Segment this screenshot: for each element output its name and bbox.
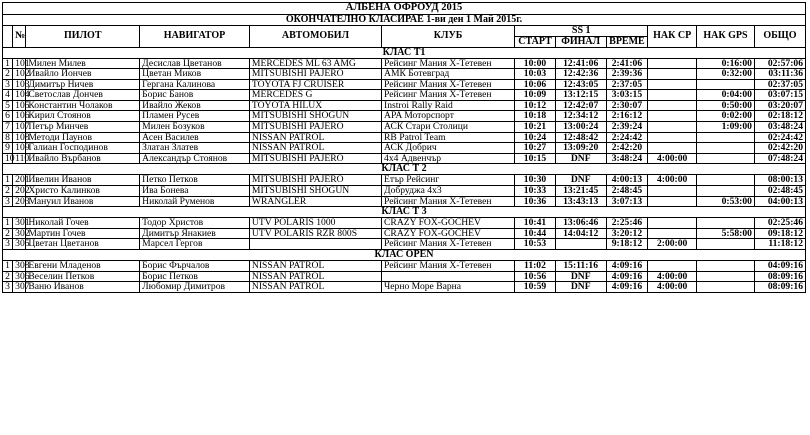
row-club: АМК Ботевград: [382, 69, 515, 80]
row-finish: 12:48:42: [555, 132, 606, 143]
row-time: 2:25:46: [606, 218, 648, 229]
row-total: 02:42:20: [754, 143, 805, 154]
row-total: 02:18:12: [754, 111, 805, 122]
row-time: 2:42:20: [606, 143, 648, 154]
row-total: 03:20:07: [754, 100, 805, 111]
row-club: Черно Море Варна: [382, 282, 515, 293]
row-time: 2:16:12: [606, 111, 648, 122]
row-navigator: Златан Златев: [140, 143, 250, 154]
row-club: Instroi Rally Raid: [382, 100, 515, 111]
row-navigator: Тодор Христов: [140, 218, 250, 229]
row-car: MITSUBISHI PAJERO: [249, 122, 381, 133]
table-row: [3, 153, 806, 164]
row-total: 04:00:13: [754, 196, 805, 207]
header-start: СТАРТ: [515, 36, 556, 47]
row-number: 203: [13, 196, 26, 207]
row-position: 1: [3, 261, 13, 272]
row-time: 2:41:06: [606, 58, 648, 69]
row-finish: 13:09:20: [555, 143, 606, 154]
row-pilot: Светослав Дончев: [26, 90, 140, 101]
header-club: КЛУБ: [382, 25, 515, 47]
row-time: 4:09:16: [606, 261, 648, 272]
row-navigator: Александър Стоянов: [140, 153, 250, 164]
row-finish: DNF: [555, 175, 606, 186]
row-total: 02:24:42: [754, 132, 805, 143]
row-navigator: Ива Бонева: [140, 186, 250, 197]
row-finish: 12:34:12: [555, 111, 606, 122]
row-pen-gps: 0:50:00: [697, 100, 755, 111]
row-total: 03:11:36: [754, 69, 805, 80]
row-club: CRAZY FOX-GOCHEV: [382, 218, 515, 229]
row-pilot: Ивайло Върбанов: [26, 153, 140, 164]
row-time: 3:03:15: [606, 90, 648, 101]
row-start: 10:21: [515, 122, 556, 133]
row-start: 10:56: [515, 271, 556, 282]
row-pen-gps: [697, 239, 755, 250]
row-car: NISSAN PATROL: [249, 271, 381, 282]
table-row: [3, 90, 806, 101]
table-row: [3, 196, 806, 207]
header-navigator: НАВИГАТОР: [140, 25, 250, 47]
row-navigator: Пламен Русев: [140, 111, 250, 122]
row-navigator: Николай Руменов: [140, 196, 250, 207]
row-total: 08:00:13: [754, 175, 805, 186]
row-start: 10:15: [515, 153, 556, 164]
row-pen-cp: [648, 228, 697, 239]
row-car: UTV POLARIS RZR 800S: [249, 228, 381, 239]
row-position: 9: [3, 143, 13, 154]
row-time: 2:39:24: [606, 122, 648, 133]
row-finish: 12:42:36: [555, 69, 606, 80]
row-pilot: Евгени Младенов: [26, 261, 140, 272]
row-pen-cp: [648, 143, 697, 154]
row-club: CRAZY FOX-GOCHEV: [382, 228, 515, 239]
row-pilot: Мартин Гочев: [26, 228, 140, 239]
row-position: 1: [3, 58, 13, 69]
row-pen-cp: 4:00:00: [648, 271, 697, 282]
row-navigator: Петко Петков: [140, 175, 250, 186]
row-position: 1: [3, 218, 13, 229]
row-start: 11:02: [515, 261, 556, 272]
row-total: 08:09:16: [754, 282, 805, 293]
row-pilot: Веселин Петков: [26, 271, 140, 282]
row-navigator: Ивайло Жеков: [140, 100, 250, 111]
row-number: 301: [13, 218, 26, 229]
row-position: 3: [3, 239, 13, 250]
row-pen-cp: [648, 100, 697, 111]
row-car: NISSAN PATROL: [249, 132, 381, 143]
row-pen-cp: 4:00:00: [648, 282, 697, 293]
row-club: RB Patrol Team: [382, 132, 515, 143]
row-pen-cp: [648, 218, 697, 229]
row-number: 105: [13, 100, 26, 111]
class-title: КЛАС Т 3: [3, 207, 806, 218]
row-time: 2:39:36: [606, 69, 648, 80]
table-row: [3, 69, 806, 80]
row-pen-cp: [648, 196, 697, 207]
row-total: 02:57:06: [754, 58, 805, 69]
row-club: АСК Добрич: [382, 143, 515, 154]
row-time: 4:09:16: [606, 282, 648, 293]
row-start: 10:33: [515, 186, 556, 197]
row-pilot: Цветан Цветанов: [26, 239, 140, 250]
row-time: 2:48:45: [606, 186, 648, 197]
row-number: 103: [13, 79, 26, 90]
row-finish: 12:41:06: [555, 58, 606, 69]
row-number: 201: [13, 175, 26, 186]
row-navigator: Борис Фърчалов: [140, 261, 250, 272]
row-pen-cp: 2:00:00: [648, 239, 697, 250]
row-car: MITSUBISHI SHOGUN: [249, 186, 381, 197]
row-pen-cp: [648, 90, 697, 101]
row-pen-gps: 0:53:00: [697, 196, 755, 207]
header-pos: [3, 25, 13, 47]
row-finish: 13:06:46: [555, 218, 606, 229]
row-pen-gps: 0:16:00: [697, 58, 755, 69]
row-time: 3:20:12: [606, 228, 648, 239]
row-club: Рейсинг Мания Х-Тетевен: [382, 261, 515, 272]
row-start: 10:41: [515, 218, 556, 229]
row-number: 305: [13, 239, 26, 250]
row-pen-gps: 0:32:00: [697, 69, 755, 80]
row-time: 3:48:24: [606, 153, 648, 164]
row-pen-gps: 1:09:00: [697, 122, 755, 133]
row-time: 2:37:05: [606, 79, 648, 90]
row-finish: 13:21:45: [555, 186, 606, 197]
row-start: 10:18: [515, 111, 556, 122]
row-club: 4х4 Адвенчър: [382, 153, 515, 164]
table-row: [3, 282, 806, 293]
row-number: 107: [13, 122, 26, 133]
row-pilot: Ваню Иванов: [26, 282, 140, 293]
row-pen-cp: [648, 261, 697, 272]
row-pilot: Димитър Ничев: [26, 79, 140, 90]
row-position: 5: [3, 100, 13, 111]
row-pilot: Христо Калинков: [26, 186, 140, 197]
row-club: Рейсинг Мания Х-Тетевен: [382, 58, 515, 69]
row-navigator: Любомир Димитров: [140, 282, 250, 293]
row-finish: 14:04:12: [555, 228, 606, 239]
row-position: 2: [3, 186, 13, 197]
row-start: 10:44: [515, 228, 556, 239]
row-start: 10:03: [515, 69, 556, 80]
row-car: MITSUBISHI PAJERO: [249, 175, 381, 186]
header-pen-cp: НАК СР: [648, 25, 697, 47]
row-club: Рейсинг Мания Х-Тетевен: [382, 239, 515, 250]
row-pen-gps: [697, 282, 755, 293]
class-header-row: [3, 47, 806, 58]
row-number: 302: [13, 228, 26, 239]
sheet-subtitle: ОКОНЧАТЕЛНО КЛАСИРАЕ 1-ви ден 1 Май 2015г.: [3, 14, 806, 25]
row-start: 10:30: [515, 175, 556, 186]
row-time: 3:07:13: [606, 196, 648, 207]
row-navigator: Десислав Цветанов: [140, 58, 250, 69]
row-car: NISSAN PATROL: [249, 282, 381, 293]
row-total: 09:18:12: [754, 228, 805, 239]
row-pen-cp: [648, 111, 697, 122]
row-total: 02:48:45: [754, 186, 805, 197]
table-row: [3, 271, 806, 282]
row-start: 10:24: [515, 132, 556, 143]
row-navigator: Борис Петков: [140, 271, 250, 282]
row-pilot: Милен Милев: [26, 58, 140, 69]
header-pilot: ПИЛОТ: [26, 25, 140, 47]
row-start: 10:06: [515, 79, 556, 90]
row-pilot: Методи Паунов: [26, 132, 140, 143]
header-ss: SS 1: [515, 25, 648, 36]
row-club: Рейсинг Мания Х-Тетевен: [382, 79, 515, 90]
row-car: MERCEDES G: [249, 90, 381, 101]
row-start: 10:00: [515, 58, 556, 69]
row-start: 10:59: [515, 282, 556, 293]
row-finish: 13:12:15: [555, 90, 606, 101]
row-car: UTV POLARIS 1000: [249, 218, 381, 229]
row-pen-gps: [697, 186, 755, 197]
row-position: 3: [3, 196, 13, 207]
row-pen-gps: [697, 79, 755, 90]
class-title: КЛАС OPEN: [3, 250, 806, 261]
row-finish: DNF: [555, 153, 606, 164]
row-club: АСК Стари Столици: [382, 122, 515, 133]
row-number: 109: [13, 143, 26, 154]
table-row: [3, 186, 806, 197]
row-navigator: Цветан Миков: [140, 69, 250, 80]
row-time: 2:24:42: [606, 132, 648, 143]
row-pilot: Галиан Господинов: [26, 143, 140, 154]
row-navigator: Асен Василев: [140, 132, 250, 143]
row-time: 2:30:07: [606, 100, 648, 111]
row-club: APA Моторспорт: [382, 111, 515, 122]
row-pilot: Мануил Иванов: [26, 196, 140, 207]
class-header-row: [3, 250, 806, 261]
row-pilot: Ивелин Иванов: [26, 175, 140, 186]
row-club: Рейсинг Мания Х-Тетевен: [382, 90, 515, 101]
table-row: [3, 261, 806, 272]
header-num: №: [13, 25, 26, 47]
row-position: 10: [3, 153, 13, 164]
row-number: 104: [13, 90, 26, 101]
row-finish: 12:43:05: [555, 79, 606, 90]
row-position: 1: [3, 175, 13, 186]
row-time: 9:18:12: [606, 239, 648, 250]
row-start: 10:36: [515, 196, 556, 207]
row-number: 307: [13, 282, 26, 293]
row-number: 101: [13, 58, 26, 69]
row-car: WRANGLER: [249, 196, 381, 207]
row-pen-gps: 5:58:00: [697, 228, 755, 239]
row-pen-cp: [648, 69, 697, 80]
row-car: NISSAN PATROL: [249, 143, 381, 154]
row-car: MITSUBISHI SHOGUN: [249, 111, 381, 122]
header-finish: ФИНАЛ: [555, 36, 606, 47]
row-pen-gps: [697, 218, 755, 229]
row-finish: 12:42:07: [555, 100, 606, 111]
table-row: [3, 111, 806, 122]
row-finish: [555, 239, 606, 250]
row-navigator: Борис Банов: [140, 90, 250, 101]
row-start: 10:09: [515, 90, 556, 101]
row-club: Добруджа 4х3: [382, 186, 515, 197]
table-row: [3, 79, 806, 90]
row-pen-gps: [697, 153, 755, 164]
row-navigator: Милен Бозуков: [140, 122, 250, 133]
row-pen-gps: [697, 261, 755, 272]
row-finish: 13:00:24: [555, 122, 606, 133]
row-number: 202: [13, 186, 26, 197]
row-navigator: Марсел Гергов: [140, 239, 250, 250]
row-total: 02:37:05: [754, 79, 805, 90]
row-number: 308: [13, 261, 26, 272]
row-position: 2: [3, 228, 13, 239]
row-start: 10:53: [515, 239, 556, 250]
table-row: [3, 143, 806, 154]
table-row: [3, 132, 806, 143]
row-pen-cp: [648, 186, 697, 197]
row-total: 03:48:24: [754, 122, 805, 133]
row-number: 110: [13, 153, 26, 164]
results-sheet: [2, 2, 806, 293]
row-number: 306: [13, 271, 26, 282]
class-title: КЛАС Т 2: [3, 164, 806, 175]
class-header-row: [3, 207, 806, 218]
row-finish: DNF: [555, 282, 606, 293]
table-row: [3, 175, 806, 186]
row-time: 4:00:13: [606, 175, 648, 186]
row-finish: DNF: [555, 271, 606, 282]
row-finish: 13:43:13: [555, 196, 606, 207]
row-club: [382, 271, 515, 282]
row-pilot: Петър Минчев: [26, 122, 140, 133]
row-pen-cp: 4:00:00: [648, 175, 697, 186]
table-row: [3, 100, 806, 111]
row-navigator: Димитър Янакиев: [140, 228, 250, 239]
row-position: 2: [3, 271, 13, 282]
header-car: АВТОМОБИЛ: [249, 25, 381, 47]
row-number: 108: [13, 132, 26, 143]
row-pen-gps: 0:04:00: [697, 90, 755, 101]
row-car: MITSUBISHI PAJERO: [249, 153, 381, 164]
row-pilot: Ивайло Йончев: [26, 69, 140, 80]
row-total: 02:25:46: [754, 218, 805, 229]
header-time: ВРЕМЕ: [606, 36, 648, 47]
row-pen-gps: [697, 271, 755, 282]
row-position: 3: [3, 79, 13, 90]
row-position: 2: [3, 69, 13, 80]
row-club: Рейсинг Мания Х-Тетевен: [382, 196, 515, 207]
row-pen-cp: [648, 122, 697, 133]
row-pen-cp: [648, 58, 697, 69]
table-row: [3, 122, 806, 133]
table-row: [3, 218, 806, 229]
row-pen-gps: [697, 143, 755, 154]
row-total: 07:48:24: [754, 153, 805, 164]
row-pen-cp: [648, 132, 697, 143]
row-pen-cp: [648, 79, 697, 90]
sheet-title: АЛБЕНА ОФРОУД 2015: [3, 3, 806, 15]
header-total: ОБЩО: [754, 25, 805, 47]
row-total: 08:09:16: [754, 271, 805, 282]
table-row: [3, 239, 806, 250]
row-pilot: Кирил Стоянов: [26, 111, 140, 122]
row-pen-gps: [697, 132, 755, 143]
class-title: КЛАС Т1: [3, 47, 806, 58]
row-total: 11:18:12: [754, 239, 805, 250]
row-pilot: Константин Чолаков: [26, 100, 140, 111]
row-car: TOYOTA HILUX: [249, 100, 381, 111]
row-start: 10:12: [515, 100, 556, 111]
row-club: Етър Рейсинг: [382, 175, 515, 186]
row-total: 03:07:15: [754, 90, 805, 101]
row-pen-gps: [697, 175, 755, 186]
row-position: 6: [3, 111, 13, 122]
row-position: 7: [3, 122, 13, 133]
row-car: TOYOTA FJ CRUISER: [249, 79, 381, 90]
table-row: [3, 58, 806, 69]
row-position: 4: [3, 90, 13, 101]
row-navigator: Гергана Калинова: [140, 79, 250, 90]
row-car: MERCEDES ML 63 AMG: [249, 58, 381, 69]
row-position: 8: [3, 132, 13, 143]
class-header-row: [3, 164, 806, 175]
row-finish: 15:11:16: [555, 261, 606, 272]
row-car: NISSAN PATROL: [249, 261, 381, 272]
row-position: 3: [3, 282, 13, 293]
row-pen-cp: 4:00:00: [648, 153, 697, 164]
row-number: 106: [13, 111, 26, 122]
row-car: MITSUBISHI PAJERO: [249, 69, 381, 80]
row-number: 102: [13, 69, 26, 80]
row-pen-gps: 0:02:00: [697, 111, 755, 122]
header-pen-gps: НАК GPS: [697, 25, 755, 47]
results-table: [2, 2, 806, 293]
row-start: 10:27: [515, 143, 556, 154]
table-row: [3, 228, 806, 239]
row-car: [249, 239, 381, 250]
row-pilot: Николай Гочев: [26, 218, 140, 229]
row-time: 4:09:16: [606, 271, 648, 282]
row-total: 04:09:16: [754, 261, 805, 272]
